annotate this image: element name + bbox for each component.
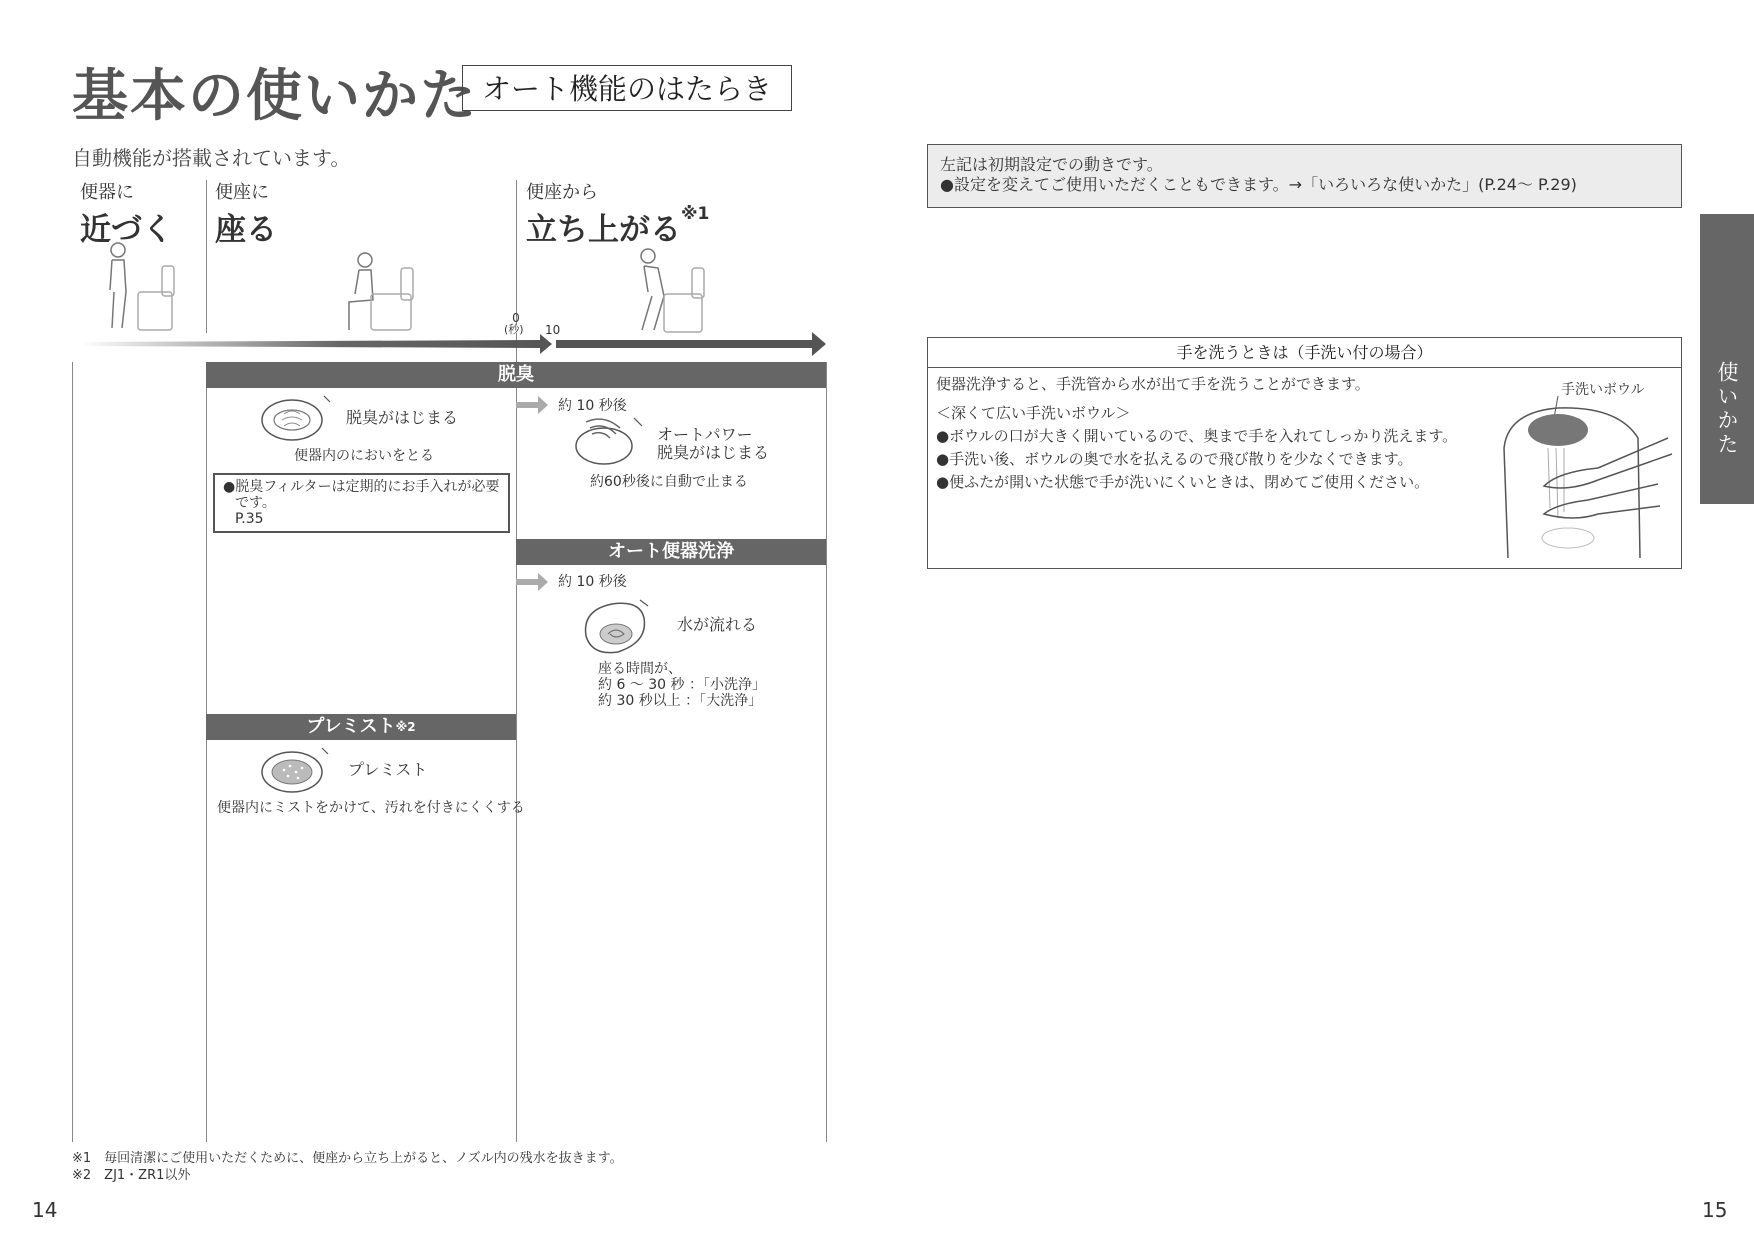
phase-sit-big: 座る bbox=[215, 212, 277, 248]
deodorize-bar: 脱臭 bbox=[206, 362, 826, 388]
intro-text: 自動機能が搭載されています。 bbox=[72, 146, 351, 170]
hand-wash-line: 便器洗浄すると、手洗管から水が出て手を洗うことができます。 bbox=[936, 375, 1370, 393]
hand-wash-line: ●手洗い後、ボウルの奥で水を払えるので飛び散りを少なくできます。 bbox=[936, 450, 1413, 468]
page-number-right: 15 bbox=[1702, 1198, 1728, 1222]
deodorize-start-label: 脱臭がはじまる bbox=[346, 408, 459, 427]
hand-washing-illustration bbox=[1448, 388, 1678, 568]
person-approaching-illustration bbox=[100, 240, 180, 332]
deodorize-filter-note bbox=[213, 473, 510, 533]
hand-wash-box bbox=[927, 337, 1682, 569]
phase-stand bbox=[526, 178, 709, 249]
premist-label: プレミスト bbox=[348, 760, 428, 779]
phase-stand-small: 便座から bbox=[526, 182, 598, 203]
premist-desc: 便器内にミストをかけて、汚れを付きにくくする bbox=[217, 800, 525, 816]
premist-bar-label: プレミスト bbox=[306, 716, 396, 737]
side-tab-usage[interactable]: 使いかた bbox=[1700, 214, 1754, 504]
phase-stand-note: ※1 bbox=[681, 204, 710, 224]
phase-approach-small: 便器に bbox=[80, 182, 134, 203]
toilet-seat-power-deodorize-icon bbox=[570, 410, 660, 470]
phase-stand-big-text: 立ち上がる bbox=[526, 212, 681, 248]
deodorize-stop-label: 約60秒後に自動で止まる bbox=[590, 474, 748, 490]
section-subtitle: オート機能のはたらき bbox=[462, 65, 792, 111]
column-line-3 bbox=[516, 333, 517, 1142]
column-line-2 bbox=[206, 362, 207, 1142]
hand-wash-line: ●便ふたが開いた状態で手が洗いにくいときは、閉めてご使用ください。 bbox=[936, 473, 1430, 491]
hand-wash-line: ＜深くて広い手洗いボウル＞ bbox=[936, 404, 1131, 422]
sit-time-line1: 座る時間が、 bbox=[598, 661, 682, 677]
deodorize-after-label: 約 10 秒後 bbox=[558, 398, 627, 414]
divider-2 bbox=[516, 180, 517, 325]
deodorize-desc: 便器内のにおいをとる bbox=[294, 448, 434, 464]
arrow-right-icon bbox=[516, 573, 550, 591]
timeline-zero: 0 bbox=[512, 311, 520, 325]
hand-wash-line: ●ボウルの口が大きく開いているので、奥まで手を入れてしっかり洗えます。 bbox=[936, 427, 1458, 445]
arrow-right-icon bbox=[516, 396, 550, 414]
water-flows-label: 水が流れる bbox=[677, 615, 758, 634]
sit-time-line3: 約 30 秒以上 ：「大洗浄」 bbox=[598, 693, 763, 709]
deodorize-note-line2: です。 bbox=[235, 495, 276, 511]
timeline-ten: 10 bbox=[545, 323, 561, 337]
initial-settings-info bbox=[927, 144, 1682, 208]
sit-time-line2: 約 6 ～ 30 秒 ：「小洗浄」 bbox=[598, 677, 766, 693]
timeline-arrow bbox=[80, 330, 830, 360]
footnote-2: ※2 ZJ1・ZR1以外 bbox=[72, 1168, 191, 1183]
flush-after-label: 約 10 秒後 bbox=[558, 574, 627, 590]
phase-stand-big bbox=[526, 204, 709, 249]
page-number-left: 14 bbox=[32, 1198, 58, 1222]
hand-wash-text bbox=[936, 373, 1457, 494]
power-deodorize-line2: 脱臭がはじまる bbox=[657, 443, 770, 462]
phase-approach-big: 近づく bbox=[80, 212, 173, 248]
person-sitting-illustration bbox=[335, 250, 425, 332]
phase-approach bbox=[80, 178, 173, 249]
toilet-bowl-flush-icon bbox=[578, 596, 658, 658]
power-deodorize-line1: オートパワー bbox=[657, 425, 753, 444]
toilet-seat-mist-icon bbox=[258, 742, 344, 798]
info-line1: 左記は初期設定での動きです。 bbox=[940, 155, 1163, 174]
phase-sit bbox=[215, 178, 277, 249]
auto-flush-bar: オート便器洗浄 bbox=[516, 539, 826, 565]
toilet-seat-deodorize-icon bbox=[258, 390, 348, 446]
timeline-unit: (秒) bbox=[504, 323, 524, 336]
person-standing-up-illustration bbox=[630, 246, 710, 334]
info-line2[interactable]: ●設定を変えてご使用いただくこともできます。→「いろいろな使いかた」(P.24～ P.29) bbox=[940, 175, 1577, 194]
hand-wash-heading: 手を洗うときは（手洗い付の場合） bbox=[928, 338, 1681, 368]
premist-bar bbox=[206, 714, 516, 740]
deodorize-note-line1: ●脱臭フィルターは定期的にお手入れが必要 bbox=[223, 479, 500, 495]
footnote-1: ※1 毎回清潔にご使用いただくために、便座から立ち上がると、ノズル内の残水を抜きます。 bbox=[72, 1151, 623, 1166]
bowl-label: 手洗いボウル bbox=[1561, 382, 1645, 398]
phase-sit-small: 便座に bbox=[215, 182, 269, 203]
column-line-4 bbox=[826, 362, 827, 1142]
divider-1 bbox=[206, 180, 207, 333]
premist-note: ※2 bbox=[395, 720, 416, 734]
deodorize-note-page-link[interactable]: P.35 bbox=[235, 511, 264, 527]
page-title: 基本の使いかた bbox=[72, 64, 478, 129]
column-line-1 bbox=[72, 362, 73, 1142]
